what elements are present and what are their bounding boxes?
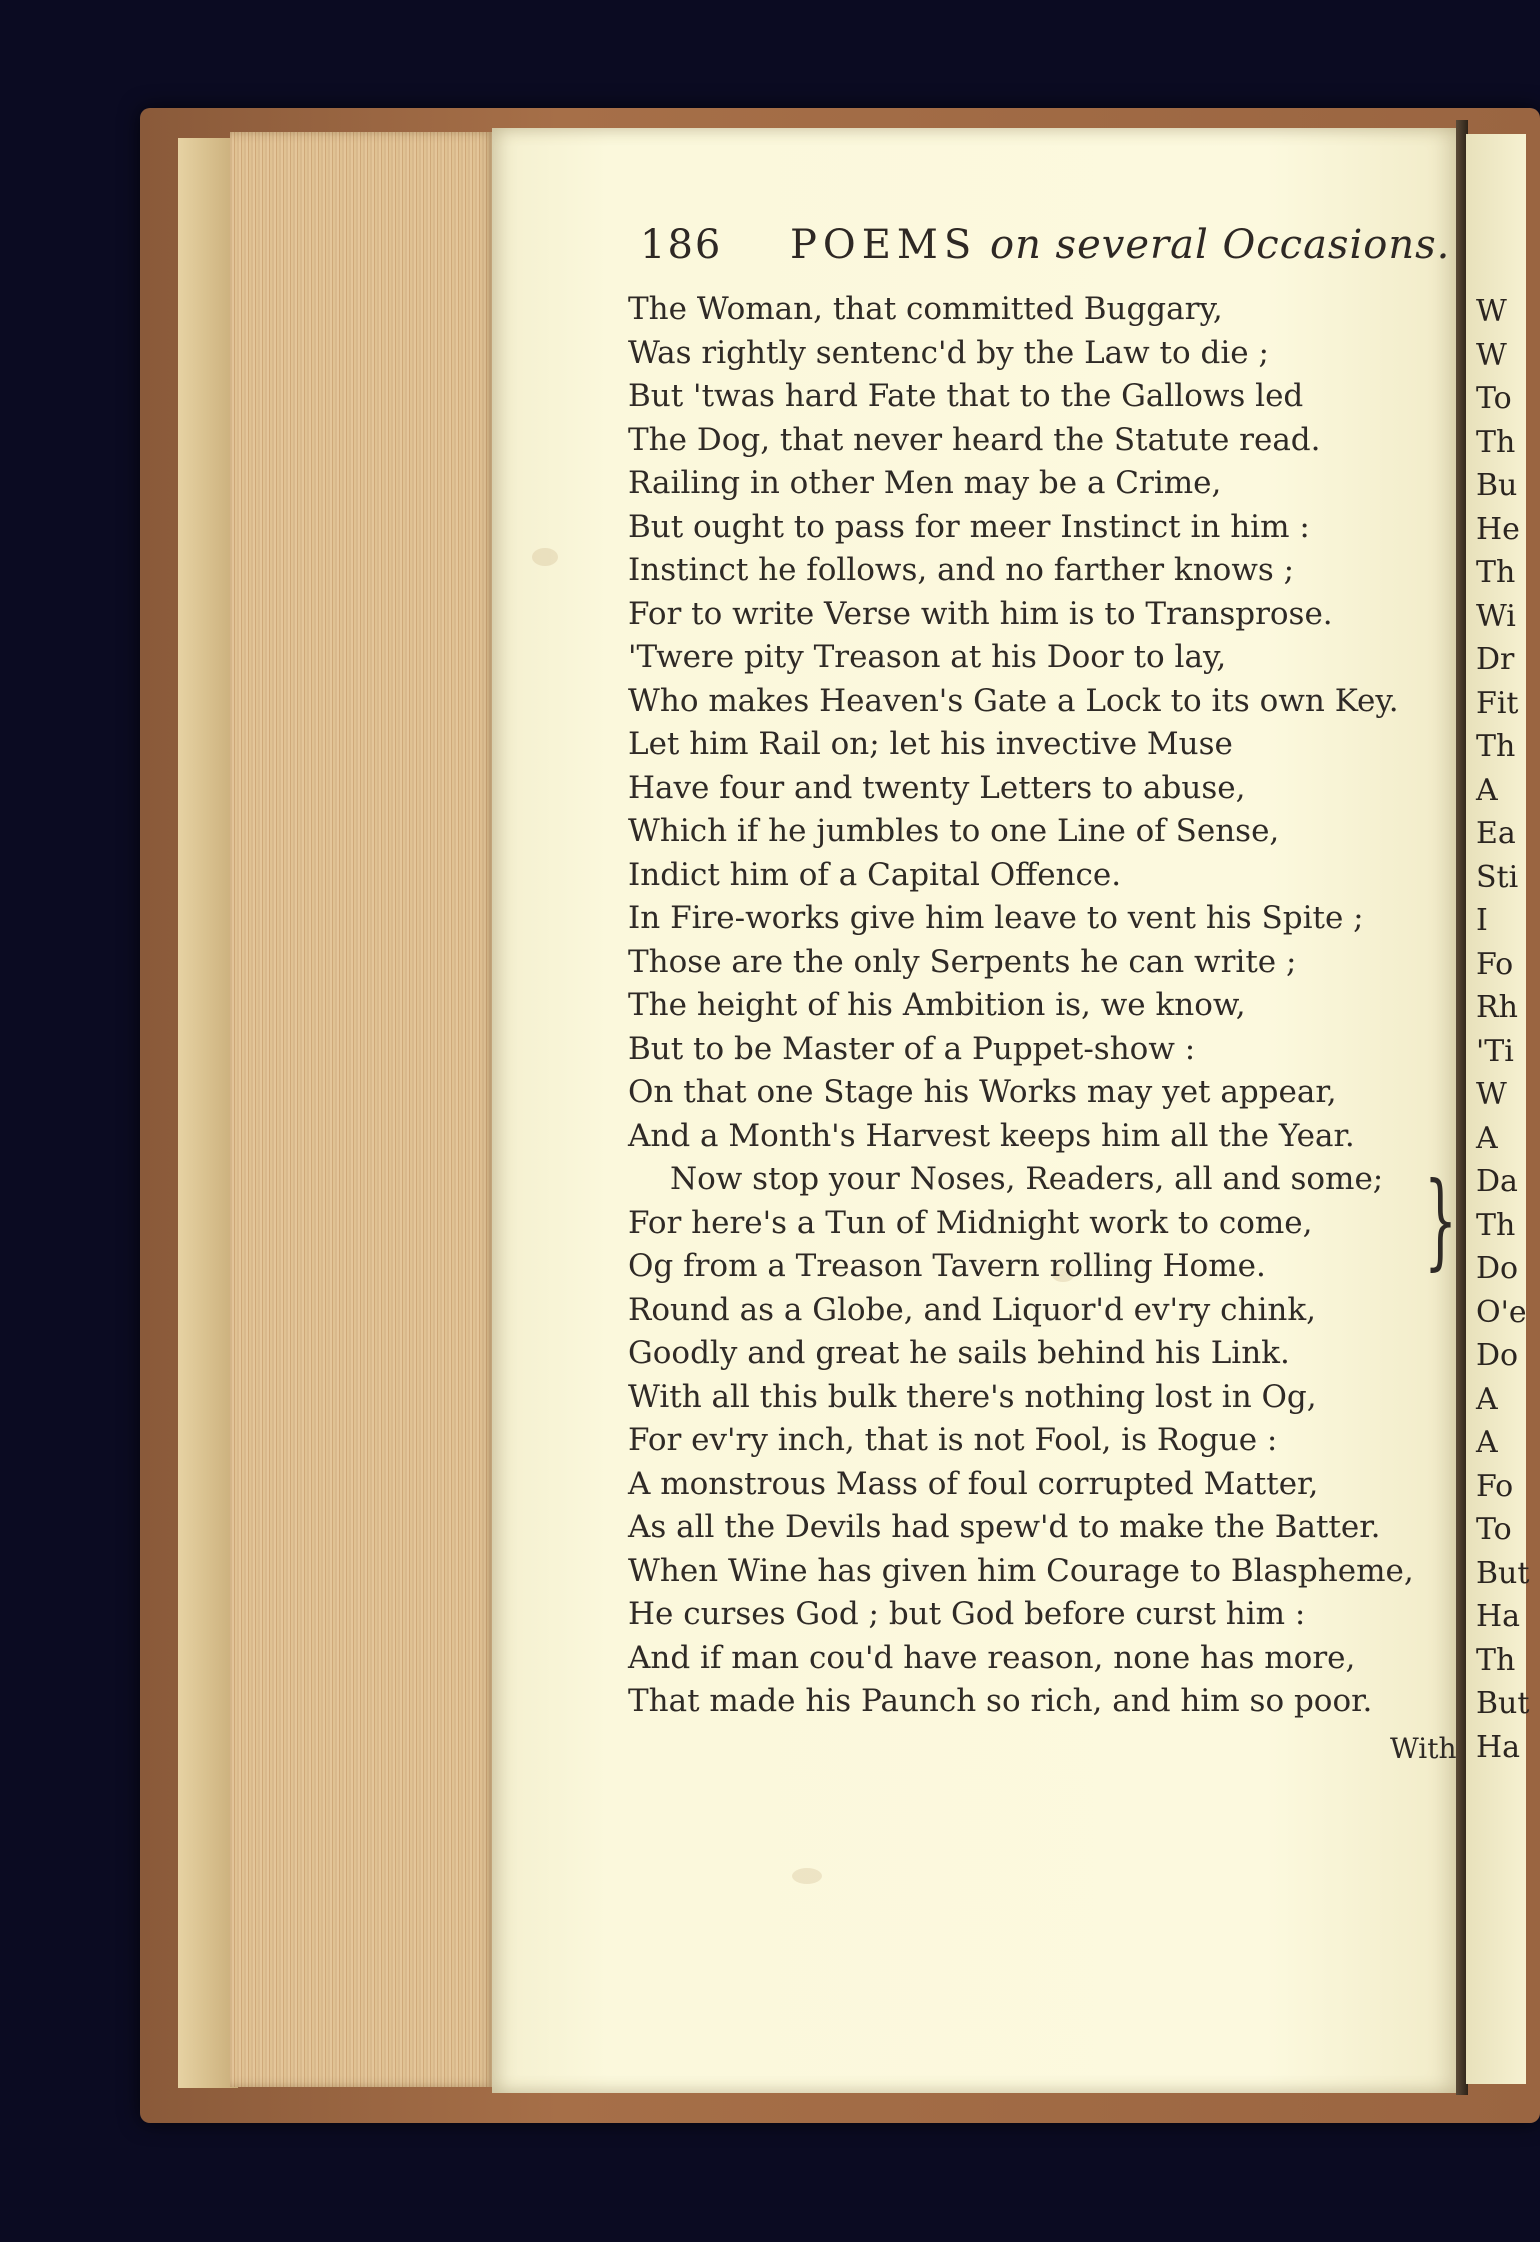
facing-page-fragment: Th — [1476, 424, 1516, 460]
verse-line: The Dog, that never heard the Statute read. — [628, 421, 1321, 458]
verse-line: But to be Master of a Puppet-show : — [628, 1030, 1196, 1067]
verse-line: And a Month's Harvest keeps him all the Year. — [628, 1117, 1355, 1154]
verse-line: As all the Devils had spew'd to make the Batter. — [628, 1509, 1381, 1545]
facing-page-fragment: Fit — [1476, 685, 1519, 721]
facing-page-fragment: But — [1476, 1555, 1530, 1591]
facing-page-fragment: Do — [1476, 1251, 1519, 1286]
facing-page-fragment: Sti — [1476, 859, 1519, 895]
facing-page-fragment: Th — [1476, 729, 1516, 764]
foxing-spot — [532, 548, 558, 566]
verse-line: The height of his Ambition is, we know, — [628, 987, 1246, 1023]
verse-line: In Fire-works give him leave to vent his Spite ; — [628, 900, 1364, 936]
facing-page-fragment: Th — [1476, 1642, 1516, 1678]
page-block — [230, 132, 495, 2087]
facing-page-fragment: Do — [1476, 1338, 1519, 1373]
running-head-italic: on several Occasions. — [989, 222, 1451, 268]
verse-line: With all this bulk there's nothing lost in Og, — [628, 1378, 1317, 1415]
facing-page-fragment: Dr — [1476, 642, 1515, 677]
facing-page-fragment: Th — [1476, 1207, 1516, 1243]
verse-line: Indict him of a Capital Offence. — [628, 856, 1122, 893]
facing-page-fragment: Ha — [1476, 1599, 1521, 1634]
facing-page-fragment: A — [1476, 1120, 1498, 1156]
verse-line: For here's a Tun of Midnight work to come, — [628, 1204, 1313, 1241]
foxing-spot — [792, 1868, 822, 1884]
facing-page-fragment: Ha — [1476, 1729, 1521, 1765]
facing-page-fragment: I — [1476, 903, 1488, 938]
verse-line: On that one Stage his Works may yet appear, — [628, 1074, 1337, 1110]
facing-page-fragment: Fo — [1476, 1468, 1514, 1504]
verse-line: Those are the only Serpents he can write ; — [628, 943, 1297, 980]
poem-text — [628, 288, 1448, 1724]
running-head-caps: POEMS — [790, 222, 978, 268]
verse-line: Was rightly sentenc'd by the Law to die ; — [628, 334, 1269, 371]
verse-line: Railing in other Men may be a Crime, — [628, 465, 1222, 501]
facing-page-fragment: A — [1476, 772, 1498, 808]
facing-page-fragment: Rh — [1476, 990, 1518, 1025]
verse-line: Who makes Heaven's Gate a Lock to its own Key. — [628, 682, 1399, 719]
verse-line: Og from a Treason Tavern rolling Home. — [628, 1248, 1266, 1284]
facing-page-fragment: Bu — [1476, 468, 1518, 503]
page-header — [640, 222, 722, 268]
verse-line: Goodly and great he sails behind his Link. — [628, 1335, 1290, 1371]
verse-line: Now stop your Noses, Readers, all and some; — [670, 1161, 1384, 1197]
facing-page-fragment: He — [1476, 511, 1520, 547]
catchword: With — [1390, 1732, 1457, 1765]
verse-line: Instinct he follows, and no farther knows ; — [628, 552, 1295, 588]
facing-page-fragment: W — [1476, 337, 1507, 373]
facing-page-fragment: W — [1476, 1077, 1507, 1112]
triplet-brace: } — [1424, 1159, 1458, 1281]
verse-line: Let him Rail on; let his invective Muse — [628, 726, 1233, 762]
facing-page-fragment: A — [1476, 1381, 1498, 1417]
verse-line: But 'twas hard Fate that to the Gallows led — [628, 378, 1304, 414]
verse-line: For ev'ry inch, that is not Fool, is Rogue : — [628, 1422, 1278, 1458]
verse-line: The Woman, that committed Buggary, — [628, 291, 1223, 327]
verse-line: 'Twere pity Treason at his Door to lay, — [628, 639, 1227, 675]
facing-page-fragment: O'e — [1476, 1294, 1527, 1330]
facing-page-fragment: To — [1476, 381, 1512, 416]
verse-line: Which if he jumbles to one Line of Sense, — [628, 813, 1280, 849]
running-head — [790, 222, 1450, 268]
facing-page-fragment: W — [1476, 294, 1507, 329]
facing-page-fragment: 'Ti — [1476, 1033, 1514, 1069]
page-edges — [178, 138, 238, 2088]
facing-page — [1466, 134, 1530, 2084]
facing-page-fragment: To — [1476, 1512, 1512, 1547]
verse-line: For to write Verse with him is to Transprose. — [628, 595, 1333, 632]
facing-page-fragment: Wi — [1476, 598, 1516, 634]
verse-line: But ought to pass for meer Instinct in him : — [628, 508, 1310, 545]
verse-line: He curses God ; but God before curst him : — [628, 1596, 1306, 1632]
facing-page-fragment: Fo — [1476, 946, 1514, 982]
facing-page-fragment: Ea — [1476, 816, 1516, 851]
verse-line: Have four and twenty Letters to abuse, — [628, 769, 1246, 806]
verse-line: Round as a Globe, and Liquor'd ev'ry chink, — [628, 1291, 1317, 1328]
verse-line: A monstrous Mass of foul corrupted Matter, — [628, 1465, 1319, 1502]
facing-page-fragment: But — [1476, 1686, 1530, 1721]
page-number: 186 — [640, 222, 723, 268]
facing-page-fragment: Da — [1476, 1164, 1518, 1199]
facing-page-fragment: A — [1476, 1425, 1498, 1460]
verse-line: And if man cou'd have reason, none has more, — [628, 1639, 1356, 1676]
facing-page-fragment: Th — [1476, 555, 1516, 590]
verse-line: That made his Paunch so rich, and him so poor. — [628, 1683, 1373, 1719]
verse-line: When Wine has given him Courage to Blaspheme, — [628, 1552, 1414, 1589]
